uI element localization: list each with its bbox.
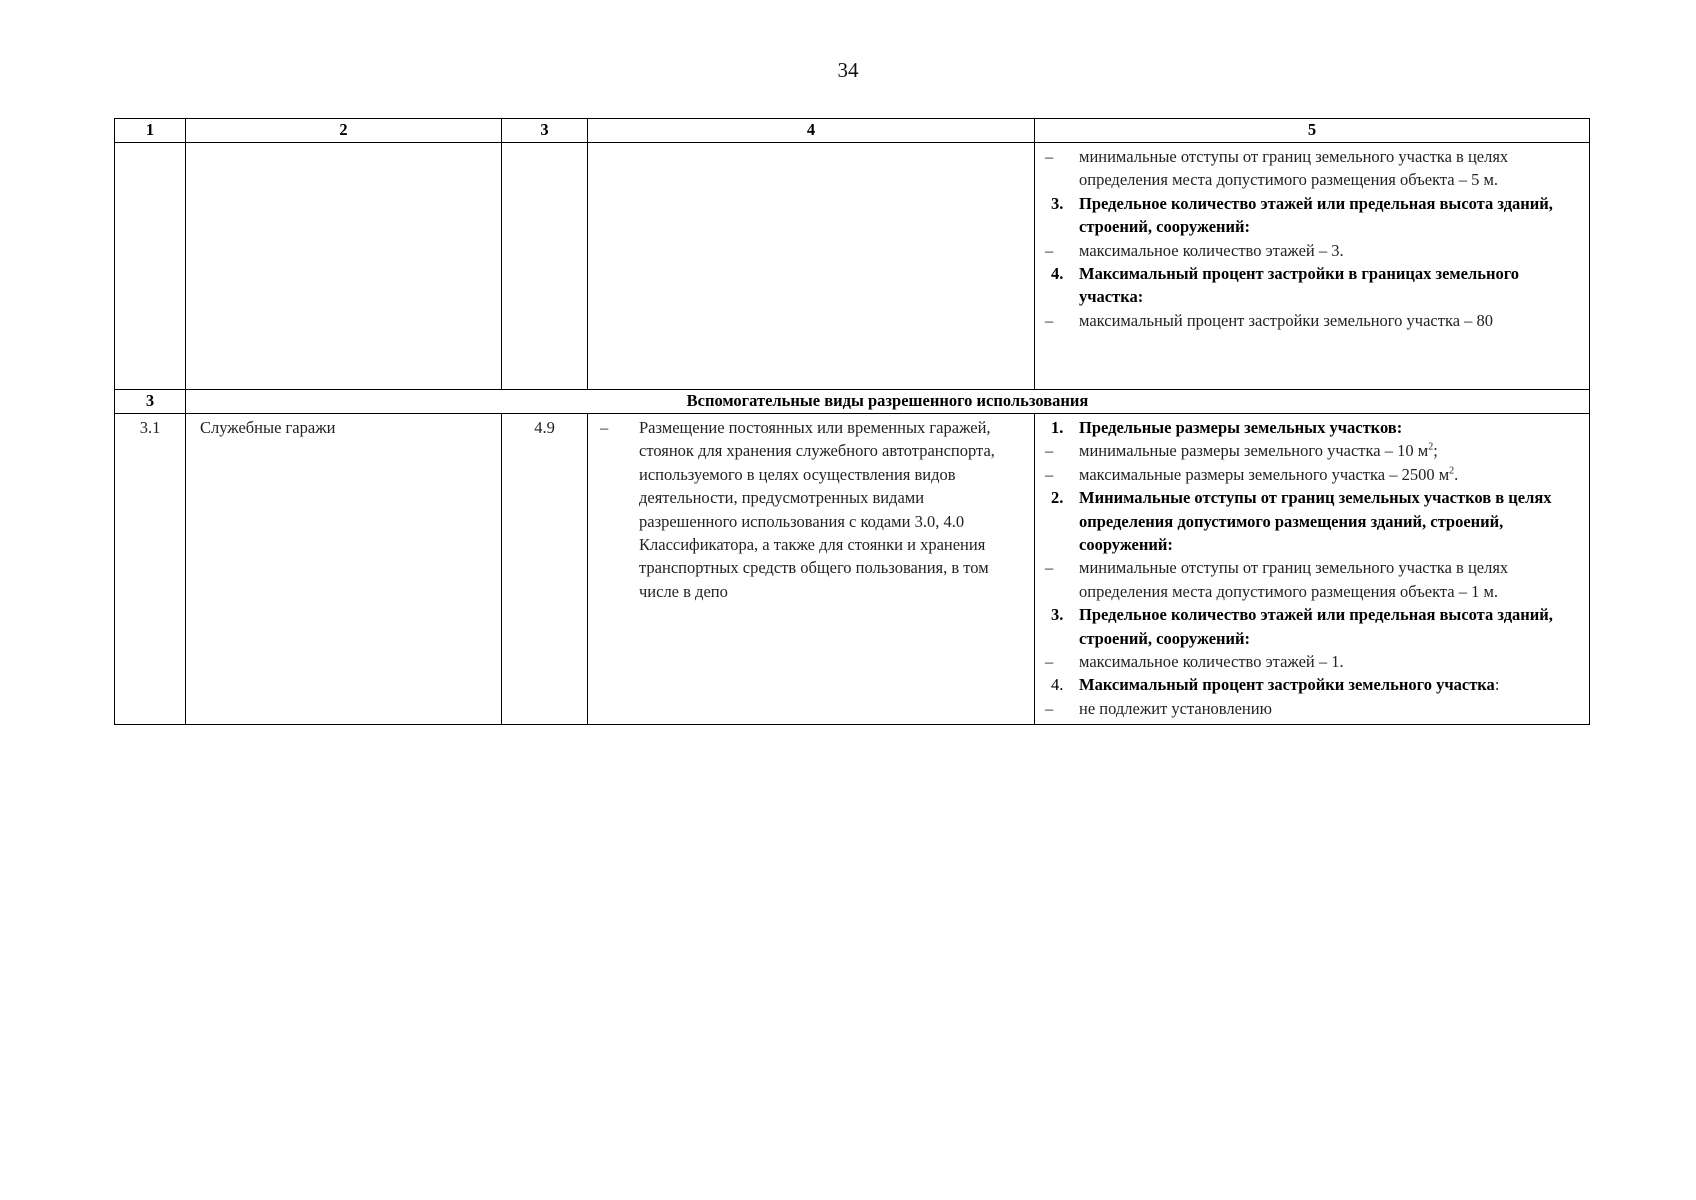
param-item xyxy=(1041,239,1575,262)
punctuation: ; xyxy=(1433,441,1438,461)
superscript: 2 xyxy=(1449,465,1455,477)
punctuation: . xyxy=(1454,464,1459,484)
param-text: максимальное количество этажей – 1. xyxy=(1079,652,1344,672)
column-header-1: 1 xyxy=(115,119,186,143)
param-item xyxy=(1041,416,1575,439)
param-title: Предельное количество этажей или предельная высота зданий, строений, сооружений: xyxy=(1079,605,1553,648)
param-title: Предельное количество этажей или предельная высота зданий, строений, сооружений: xyxy=(1079,193,1553,237)
cell-num xyxy=(115,143,186,390)
list-marker: – xyxy=(1045,464,1054,484)
column-header-3: 3 xyxy=(502,119,588,143)
param-item xyxy=(1041,556,1575,603)
description-text: Размещение постоянных или временных гаражей, стоянок для хранения служебного автотранспорта, используемого в целях осуществления видов деятельности, предусмотренных видами разрешенного использования с кодами 3.0, 4.0 Классификатора, а также для стоянки и хранения транспортных средств общего пользования, в том числе в депо xyxy=(639,418,995,601)
cell-code xyxy=(502,143,588,390)
list-number: 4. xyxy=(1051,264,1064,284)
param-text: не подлежит установлению xyxy=(1079,698,1272,718)
cell-description xyxy=(588,414,1035,725)
land-use-table xyxy=(114,118,1590,725)
param-item xyxy=(1041,463,1575,486)
param-title xyxy=(1079,673,1575,696)
param-value: минимальные размеры земельного участка – 10 м xyxy=(1079,441,1429,461)
param-item xyxy=(1041,673,1575,696)
param-item xyxy=(1041,486,1575,556)
table-row-continued xyxy=(115,143,1590,390)
superscript: 2 xyxy=(1428,441,1434,453)
param-item xyxy=(1041,262,1575,309)
param-title: Минимальные отступы от границ земельных участков в целях определения допустимого размещения зданий, строений, сооружений: xyxy=(1079,488,1552,555)
list-marker: – xyxy=(1045,147,1054,166)
param-text: максимальное количество этажей – 3. xyxy=(1079,240,1344,260)
list-number: 3. xyxy=(1051,193,1064,213)
cell-name: Служебные гаражи xyxy=(186,414,502,725)
section-row xyxy=(115,390,1590,414)
param-item xyxy=(1041,439,1575,462)
cell-description xyxy=(588,143,1035,390)
page-number: 34 xyxy=(837,58,859,82)
param-item xyxy=(1041,697,1575,720)
section-number: 3 xyxy=(115,390,186,414)
column-header-2: 2 xyxy=(186,119,502,143)
list-marker: – xyxy=(1045,698,1054,718)
punctuation: : xyxy=(1494,675,1500,695)
column-header-4: 4 xyxy=(588,119,1035,143)
param-item xyxy=(1041,650,1575,673)
param-text: минимальные отступы от границ земельного участка в целях определения места допустимого размещения объекта – 5 м. xyxy=(1079,147,1509,190)
list-marker: – xyxy=(1045,441,1054,461)
param-title: Максимальный процент застройки в границах земельного участка: xyxy=(1079,264,1520,307)
list-marker: – xyxy=(600,418,609,437)
list-marker: – xyxy=(1045,240,1054,260)
section-title: Вспомогательные виды разрешенного использования xyxy=(186,390,1590,414)
param-value: максимальные размеры земельного участка – 2500 м xyxy=(1079,464,1450,484)
param-title: Предельные размеры земельных участков: xyxy=(1079,418,1403,437)
param-text: максимальный процент застройки земельного участка – 80 xyxy=(1079,310,1494,330)
column-header-5: 5 xyxy=(1035,119,1590,143)
list-number: 3. xyxy=(1051,605,1064,625)
description-item xyxy=(594,416,1012,603)
list-number: 2. xyxy=(1051,488,1064,508)
table-header-row xyxy=(115,119,1590,143)
param-text xyxy=(1079,463,1575,486)
list-number: 1. xyxy=(1051,418,1064,437)
list-marker: – xyxy=(1045,310,1054,330)
list-marker: – xyxy=(1045,558,1054,578)
cell-parameters xyxy=(1035,414,1590,725)
param-item xyxy=(1041,192,1575,239)
cell-num: 3.1 xyxy=(115,414,186,725)
param-text xyxy=(1079,439,1575,462)
list-number: 4. xyxy=(1051,675,1064,695)
param-title-text: Максимальный процент застройки земельного участка xyxy=(1079,675,1495,695)
cell-name xyxy=(186,143,502,390)
cell-code: 4.9 xyxy=(502,414,588,725)
param-text: минимальные отступы от границ земельного участка в целях определения места допустимого размещения объекта – 1 м. xyxy=(1079,558,1509,601)
cell-parameters xyxy=(1035,143,1590,390)
list-marker: – xyxy=(1045,652,1054,672)
param-item xyxy=(1041,309,1575,332)
param-item xyxy=(1041,603,1575,650)
table-row xyxy=(115,414,1590,725)
param-item xyxy=(1041,145,1575,192)
